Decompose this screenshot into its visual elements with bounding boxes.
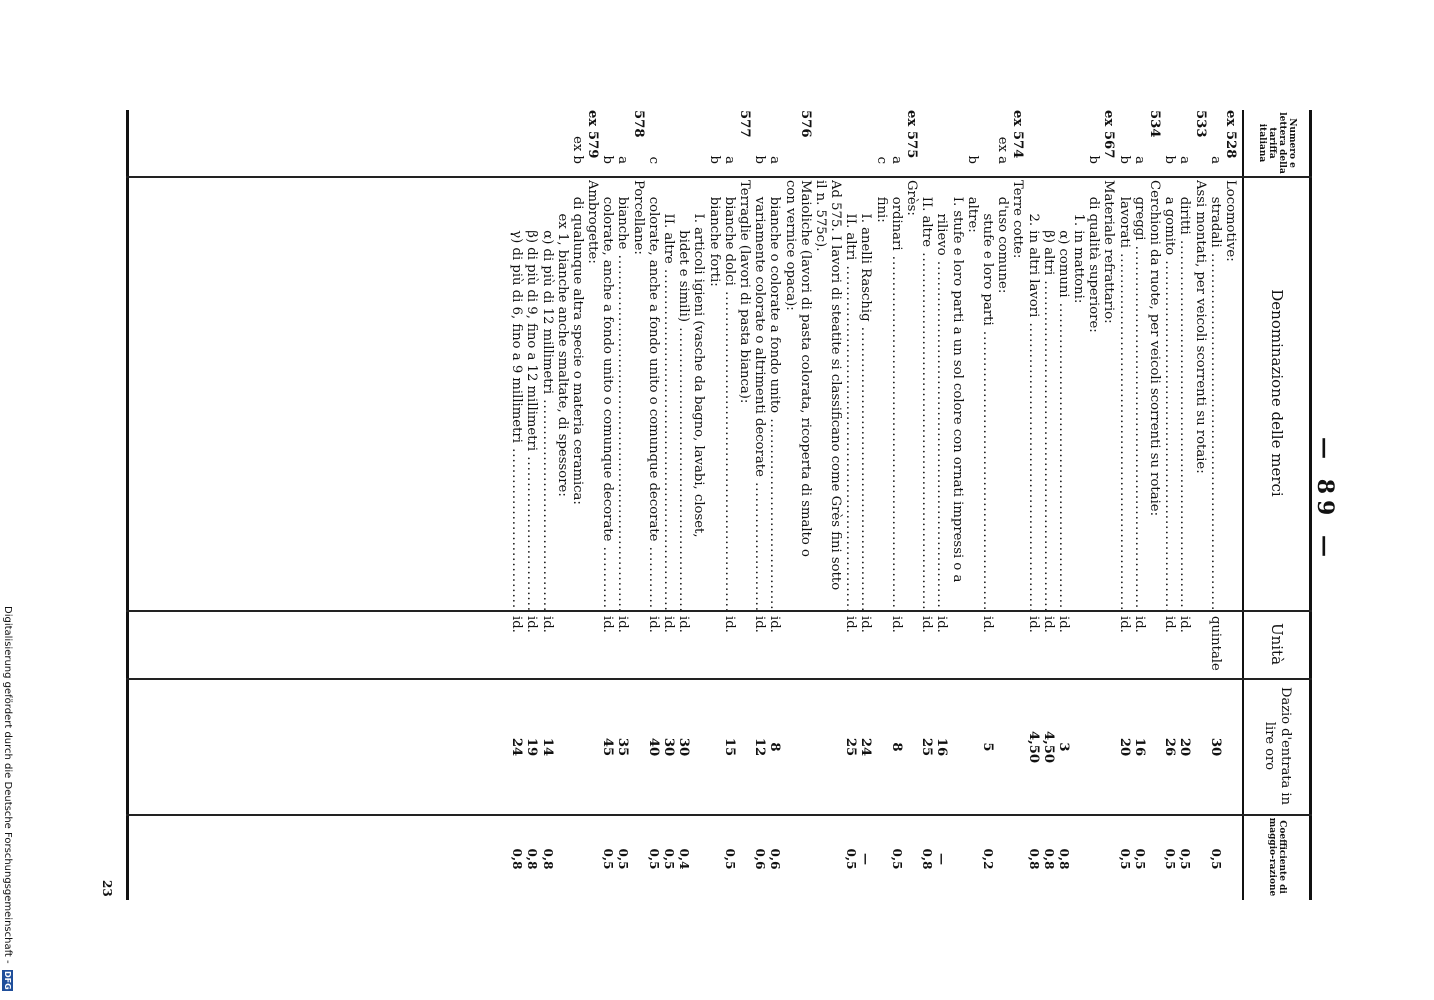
tariff-number: b	[1086, 155, 1102, 164]
item-description: ex 1, bianche anche smaltate, di spessore:	[554, 180, 570, 497]
table-row	[919, 110, 934, 900]
item-description: d'uso comune:	[995, 180, 1011, 294]
table-row	[752, 110, 767, 900]
tariff-number: c	[645, 156, 661, 164]
item-description: Cerchioni da ruote, per veicoli scorrenti su rotaie:	[1147, 180, 1163, 517]
duty-amount: 8	[888, 742, 904, 752]
tariff-number: a	[767, 156, 783, 164]
tariff-number: a	[888, 156, 904, 164]
unit-of-measure: id.	[1116, 616, 1132, 633]
duty-amount: 25	[843, 737, 859, 757]
table-row	[934, 110, 949, 900]
item-description: variamente colorate o altrimenti decorate .....	[752, 180, 767, 610]
item-description: Ad 575. I lavori di steatite si classificano come Grès fini sotto	[828, 180, 844, 591]
table-bottom-rule	[126, 110, 129, 900]
unit-of-measure: id.	[1177, 616, 1193, 633]
duty-amount: 26	[1162, 737, 1178, 757]
unit-of-measure: id.	[721, 616, 737, 633]
item-description: Materiale refrattario:	[1101, 180, 1117, 324]
item-description: greggi .....	[1132, 180, 1147, 610]
unit-of-measure: id.	[1162, 616, 1178, 633]
tariff-number: b	[964, 155, 980, 164]
item-description: 2. in altri lavori .....	[1025, 180, 1040, 610]
table-row	[1101, 110, 1116, 900]
tariff-number: b	[752, 155, 768, 164]
increase-coefficient: 0,8	[525, 848, 540, 870]
table-row	[1132, 110, 1147, 900]
unit-of-measure: id.	[661, 616, 677, 633]
increase-coefficient: 0,6	[768, 848, 783, 870]
increase-coefficient: 0,5	[1163, 848, 1178, 870]
table-row	[1117, 110, 1132, 900]
duty-amount: 5	[980, 742, 995, 752]
duty-amount: 30	[661, 737, 677, 757]
increase-coefficient: 0,5	[1132, 848, 1147, 870]
increase-coefficient: 0,5	[1117, 848, 1132, 870]
item-description: altre:	[964, 180, 980, 233]
increase-coefficient: 0,5	[616, 848, 631, 870]
unit-of-measure: id.	[1055, 616, 1071, 633]
table-row	[1071, 110, 1086, 900]
duty-amount: 30	[1207, 737, 1223, 757]
item-description: Porcellane:	[630, 180, 646, 255]
increase-coefficient: 0,5	[662, 848, 677, 870]
item-description: a gomito .....	[1162, 180, 1177, 610]
item-description: rilievo .....	[934, 180, 949, 610]
item-description: fini:	[873, 180, 889, 223]
table-row	[798, 110, 813, 900]
unit-of-measure: id.	[934, 616, 950, 633]
table-row	[843, 110, 858, 900]
dfg-logo: DFG	[3, 970, 12, 990]
table-row	[722, 110, 737, 900]
increase-coefficient: 0,5	[646, 848, 661, 870]
tariff-number: c	[873, 156, 889, 164]
tariff-number: 577	[737, 110, 752, 138]
unit-of-measure: id.	[509, 616, 525, 633]
unit-of-measure: id.	[600, 616, 616, 633]
item-description: bianche .....	[615, 180, 630, 610]
duty-amount: 24	[509, 737, 525, 757]
tariff-number: b	[1162, 155, 1178, 164]
item-description: lavorati .....	[1116, 180, 1131, 610]
table-body	[509, 110, 1238, 900]
tariff-table	[126, 110, 1312, 900]
tariff-number: ex 579	[585, 110, 601, 159]
increase-coefficient: 0,8	[1056, 848, 1071, 870]
table-row	[980, 110, 995, 900]
table-row	[1010, 110, 1025, 900]
table-row	[1147, 110, 1162, 900]
item-description: Ambrogette:	[585, 180, 601, 264]
tariff-number: b	[706, 155, 722, 164]
tariff-number: 576	[797, 110, 813, 138]
increase-coefficient: 0,2	[981, 848, 995, 870]
increase-coefficient: 0,8	[1041, 848, 1056, 870]
table-row	[782, 110, 797, 900]
unit-of-measure: id.	[1131, 616, 1147, 633]
tariff-number: ex 528	[1223, 110, 1238, 159]
item-description: II. altri .....	[843, 180, 858, 610]
item-description: I. anelli Raschig .....	[858, 180, 873, 610]
tariff-number: ex b	[569, 136, 585, 164]
footer-number: 23	[100, 880, 114, 897]
unit-of-measure: id.	[843, 616, 859, 633]
table-row	[524, 110, 539, 900]
table-row	[1086, 110, 1101, 900]
increase-coefficient: 0,5	[844, 848, 859, 870]
duty-amount: 45	[600, 737, 616, 757]
increase-coefficient: 0,8	[1026, 848, 1041, 870]
header-denominazione: Denominazione delle merci	[1268, 289, 1286, 497]
table-row	[767, 110, 782, 900]
tariff-number: ex 574	[1010, 110, 1026, 159]
unit-of-measure: id.	[752, 616, 768, 633]
item-description: β) altri .....	[1041, 180, 1056, 610]
duty-amount: 15	[721, 737, 737, 757]
item-description: Terre cotte:	[1010, 180, 1026, 259]
item-description: ordinari .....	[889, 180, 904, 610]
table-row	[600, 110, 615, 900]
table-row	[949, 110, 964, 900]
item-description: Locomotive:	[1223, 180, 1238, 262]
table-row	[1208, 110, 1223, 900]
table-row	[585, 110, 600, 900]
duty-amount: 3	[1055, 742, 1071, 752]
duty-amount: 4,50	[1040, 730, 1056, 764]
item-description: colorate, anche a fondo unito o comunque decorate .....	[600, 180, 615, 610]
duty-amount: 12	[752, 737, 768, 757]
header-unita: Unità	[1268, 622, 1286, 666]
item-description: Grès:	[904, 180, 920, 216]
unit-of-measure: id.	[1040, 616, 1056, 633]
tariff-number: ex a	[995, 136, 1011, 164]
table-row	[828, 110, 843, 900]
item-description: α) comuni .....	[1056, 180, 1071, 610]
header-coefficiente: Coefficiente di maggio-razione	[1267, 817, 1287, 897]
table-row	[631, 110, 646, 900]
header-dazio: Dazio d'entrata in lire oro	[1262, 687, 1293, 805]
item-description: colorate, anche a fondo unito o comunque decorate .....	[646, 180, 661, 610]
table-header-rule	[1242, 110, 1244, 900]
increase-coefficient: —	[935, 853, 950, 865]
increase-coefficient: 0,5	[722, 848, 737, 870]
tariff-number: 534	[1147, 110, 1163, 138]
table-row	[1177, 110, 1192, 900]
table-row	[706, 110, 721, 900]
increase-coefficient: 0,5	[1208, 848, 1223, 870]
item-description: bianche forti:	[706, 180, 722, 287]
table-row	[615, 110, 630, 900]
increase-coefficient: 0,8	[510, 848, 525, 870]
item-description: di qualità superiore:	[1086, 180, 1102, 333]
duty-amount: 40	[645, 737, 661, 757]
duty-amount: 16	[1131, 737, 1147, 757]
item-description: stufe e loro parti .....	[980, 180, 995, 610]
table-row	[1025, 110, 1040, 900]
unit-of-measure: id.	[1025, 616, 1041, 633]
duty-amount: 20	[1116, 737, 1132, 757]
table-top-rule	[1309, 110, 1312, 900]
table-row	[1223, 110, 1238, 900]
item-description: γ) di più di 6, fino a 9 millimetri .....	[509, 180, 524, 610]
item-description: bidet e simili) .....	[676, 180, 691, 610]
tariff-number: 533	[1192, 110, 1208, 138]
increase-coefficient: 0,5	[889, 848, 904, 870]
table-row	[570, 110, 585, 900]
table-row	[1192, 110, 1207, 900]
table-row	[1056, 110, 1071, 900]
item-description: α) di più di 12 millimetri .....	[539, 180, 554, 610]
item-description: II. altre .....	[661, 180, 676, 610]
unit-of-measure: id.	[524, 616, 540, 633]
duty-amount: 16	[934, 737, 950, 757]
item-description: di qualunque altra specie o materia ceramica:	[569, 180, 585, 505]
increase-coefficient: —	[859, 853, 874, 865]
item-description: diritti .....	[1177, 180, 1192, 610]
table-row	[509, 110, 524, 900]
table-row	[965, 110, 980, 900]
table-row	[858, 110, 873, 900]
unit-of-measure: id.	[919, 616, 935, 633]
tariff-number: a	[1207, 156, 1223, 164]
table-row	[737, 110, 752, 900]
item-description: β) di più di 9, fino a 12 millimetri .....	[524, 180, 539, 610]
tariff-number: b	[600, 155, 616, 164]
duty-amount: 30	[676, 737, 692, 757]
header-numero: Numero e lettera della tariffa italiana	[1257, 112, 1297, 174]
duty-amount: 24	[858, 737, 874, 757]
unit-of-measure: id.	[539, 616, 555, 633]
item-description: bianche o colorate a fondo unito .....	[767, 180, 782, 610]
table-row	[904, 110, 919, 900]
increase-coefficient: 0,4	[677, 848, 692, 870]
increase-coefficient: 0,8	[920, 848, 935, 870]
duty-amount: 25	[919, 737, 935, 757]
item-description: il n. 575c).	[812, 180, 828, 252]
page-number: — 89 —	[1312, 437, 1338, 563]
table-row	[1162, 110, 1177, 900]
tariff-number: a	[1131, 156, 1147, 164]
item-description: 1. in mattoni:	[1071, 180, 1087, 304]
tariff-number: a	[615, 156, 631, 164]
tariff-number: a	[1177, 156, 1193, 164]
increase-coefficient: 0,5	[1178, 848, 1193, 870]
item-description: bianche dolci .....	[722, 180, 737, 610]
tariff-number: a	[721, 156, 737, 164]
item-description: con vernice opaca):	[782, 180, 798, 311]
tariff-number: b	[1116, 155, 1132, 164]
item-description: Terraglie (lavori di pasta bianca):	[737, 180, 752, 404]
unit-of-measure: id.	[676, 616, 692, 633]
digitization-note-text: Digitalisierung gefördert durch die Deutsche Forschungsgemeinschaft -	[2, 606, 13, 964]
item-description: stradali .....	[1208, 180, 1223, 610]
table-row	[691, 110, 706, 900]
unit-of-measure: id.	[888, 616, 904, 633]
duty-amount: 4,50	[1025, 730, 1041, 764]
item-description: Maioliche (lavori di pasta colorata, ricoperta di smalto o	[797, 180, 813, 557]
duty-amount: 19	[524, 737, 540, 757]
table-row	[661, 110, 676, 900]
item-description: I. stufe e loro parti a un sol colore con ornati impressi o a	[949, 180, 965, 583]
duty-amount: 20	[1177, 737, 1193, 757]
item-description: I. articoli igieni (vasche da bagno, lavabi, closet,	[691, 180, 707, 538]
increase-coefficient: 0,5	[601, 848, 616, 870]
item-description: II. altre .....	[919, 180, 934, 610]
tariff-number: ex 575	[904, 110, 920, 159]
table-row	[646, 110, 661, 900]
table-row	[1041, 110, 1056, 900]
duty-amount: 8	[767, 742, 783, 752]
unit-of-measure: id.	[767, 616, 783, 633]
table-row	[874, 110, 889, 900]
table-row	[813, 110, 828, 900]
tariff-number: ex 567	[1101, 110, 1117, 159]
unit-of-measure: id.	[615, 616, 631, 633]
table-row	[539, 110, 554, 900]
table-row	[995, 110, 1010, 900]
table-row	[555, 110, 570, 900]
item-description: Assi montati, per veicoli scorrenti su rotaie:	[1192, 180, 1208, 474]
duty-amount: 14	[539, 737, 555, 757]
increase-coefficient: 0,6	[753, 848, 768, 870]
duty-amount: 35	[615, 737, 631, 757]
table-row	[889, 110, 904, 900]
increase-coefficient: 0,8	[540, 848, 555, 870]
unit-of-measure: quintale	[1207, 616, 1223, 671]
unit-of-measure: id.	[645, 616, 661, 633]
unit-of-measure: id.	[980, 616, 995, 633]
unit-of-measure: id.	[858, 616, 874, 633]
table-row	[676, 110, 691, 900]
tariff-number: 578	[630, 110, 646, 138]
